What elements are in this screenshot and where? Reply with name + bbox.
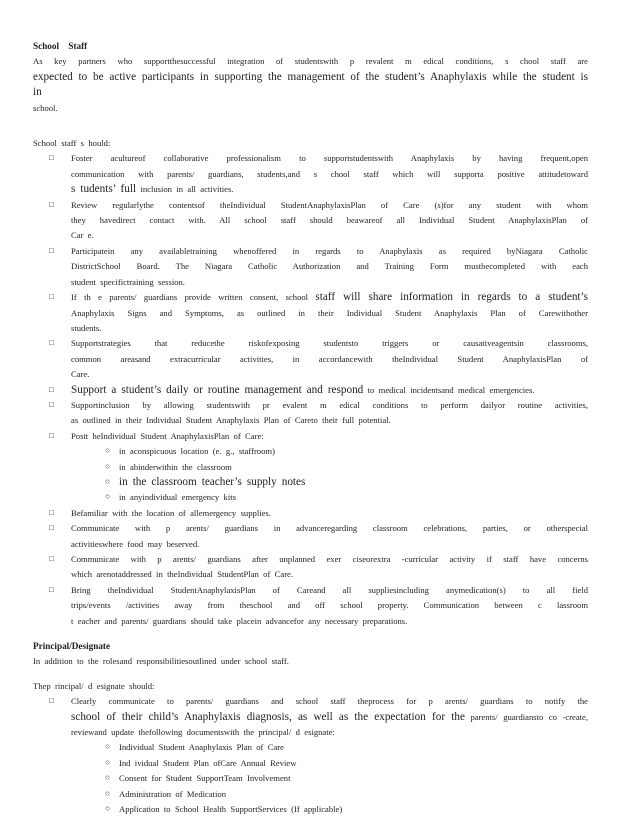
text-run-small: in aconspicuous location (e. g., staffroom): [119, 446, 275, 457]
text-run-small: In addition to the rolesand responsibilitiesoutlined under school staff.: [33, 656, 289, 667]
school-staff-bullet-list: [33, 150, 588, 628]
text-line: [71, 243, 588, 258]
circle-bullet-icon: ○: [105, 476, 111, 486]
text-run-small: Care.: [71, 369, 90, 380]
square-bullet-icon: □: [49, 554, 54, 563]
text-run-small: Review regularlythe contentsof theIndividual StudentAnaphylaxisPlan of Care (s)for any student with whom: [71, 199, 588, 210]
sub-bullet-item: [105, 770, 588, 785]
text-run-small: DistrictSchool Board. The Niagara Catholic Authorization and Training Form mustbecompleted with each: [71, 261, 588, 272]
text-line: [71, 597, 588, 612]
section-heading-school-staff: School Staff: [33, 41, 88, 51]
text-run-small: parents/ guardiansto co -create,: [464, 711, 588, 722]
square-bullet-icon: □: [49, 696, 54, 706]
sub-bullet-item: [105, 786, 588, 801]
text-run-small: Car e.: [71, 230, 94, 241]
text-run-small: If th e parents/ guardians provide written consent, school: [71, 292, 316, 303]
text-line: [119, 770, 588, 785]
text-run-small: to medical incidentsand medical emergencies.: [363, 384, 535, 395]
principal-bullet-list: [33, 693, 588, 816]
bullet-item: [33, 197, 588, 243]
square-bullet-icon: □: [49, 399, 54, 409]
text-run-large: staff will share information in regards to a student’s: [315, 291, 588, 304]
text-line: [71, 551, 588, 566]
text-line: [71, 320, 588, 335]
sub-bullet-item: [105, 739, 588, 754]
text-line: [119, 459, 588, 474]
text-line: [119, 443, 588, 458]
text-run-large: in the classroom teacher’s supply notes: [119, 475, 306, 488]
text-line: [33, 53, 588, 68]
section-heading-principal-designate: Principal/Designate: [33, 641, 111, 652]
circle-bullet-icon: ○: [105, 773, 111, 783]
text-run-small: reviewand update thefollowing documentswith the principal/ d esignate:: [71, 727, 335, 738]
text-line: [33, 69, 588, 100]
lead-line-school-staff: [33, 135, 588, 150]
text-run-small: which arenotaddressed in theIndividual StudentPlan of Care.: [71, 569, 294, 580]
bullet-item: [33, 150, 588, 196]
text-run-large: Support a student’s daily or routine management and respond: [71, 383, 364, 396]
circle-bullet-icon: ○: [105, 446, 111, 456]
text-line: [71, 181, 588, 196]
sub-bullet-item: [105, 443, 588, 458]
text-run-small: Communicate with p arents/ guardians after unplanned exer ciseorextra -curricular activity if staff have concerns: [71, 554, 588, 564]
text-line: [71, 693, 588, 708]
text-run-small: Foster acultureof collaborative professionalism to supportstudentswith Anaphylaxis by having frequent,open: [71, 153, 588, 164]
text-run-small: Bring theIndividual StudentAnaphylaxisPlan of Careand all suppliesincluding anymedication(s) to all field: [71, 584, 588, 595]
text-run-large: school of their child’s Anaphylaxis diagnosis, as well as the expectation for the: [71, 710, 465, 723]
text-run-small: Supportinclusion by allowing studentswith pr evalent m edical conditions to perform dailyor routine activities,: [71, 399, 588, 410]
text-line: [71, 289, 588, 304]
text-run-large: s tudents’ full: [71, 183, 137, 196]
text-line: [71, 724, 588, 739]
text-run-small: as outlined in their Individual Student Anaphylaxis Plan of Careto their full potential.: [71, 415, 391, 426]
circle-bullet-icon: ○: [105, 788, 111, 798]
text-run-small: activitieswhere food may beserved.: [71, 538, 200, 549]
text-line: [71, 166, 588, 181]
bullet-item: [33, 243, 588, 289]
plan-posting-sublist: [71, 443, 588, 505]
text-line: [71, 274, 588, 289]
bullet-item: [33, 505, 588, 520]
text-run-small: Individual Student Anaphylaxis Plan of Care: [119, 742, 284, 753]
text-run-small: Administration of Medication: [119, 788, 227, 799]
text-line: [71, 397, 588, 412]
bullet-item: [33, 397, 588, 428]
text-line: [71, 351, 588, 366]
square-bullet-icon: □: [49, 430, 54, 440]
text-line: [119, 489, 588, 504]
text-line: [71, 582, 588, 597]
text-line: [71, 412, 588, 427]
text-run-small: Clearly communicate to parents/ guardians and school staff theprocess for p arents/ guardians to notify the: [71, 696, 588, 707]
sub-bullet-item: [105, 459, 588, 474]
text-run-small: School staff s hould:: [33, 138, 111, 149]
text-line: [119, 786, 588, 801]
sub-bullet-item: [105, 474, 588, 489]
square-bullet-icon: □: [49, 338, 54, 348]
text-run-small: Postt heIndividual Student AnaphylaxisPlan of Care:: [71, 430, 264, 441]
lead-line-principal: [33, 678, 588, 693]
sub-bullet-item: [105, 801, 588, 816]
circle-bullet-icon: ○: [105, 742, 111, 752]
bullet-item: [33, 520, 588, 551]
sub-bullet-item: [105, 755, 588, 770]
principal-documents-sublist: [71, 739, 588, 816]
circle-bullet-icon: ○: [105, 804, 111, 814]
text-line: [71, 566, 588, 581]
text-run-small: t eacher and parents/ guardians should take placein advancefor any necessary preparations.: [71, 615, 408, 626]
principal-intro-line: [33, 653, 588, 668]
square-bullet-icon: □: [49, 292, 54, 302]
text-run-small: Communicate with p arents/ guardians in advanceregarding classroom celebrations, parties, or otherspecial: [71, 523, 588, 534]
text-run-small: Supportstrategies that reducethe riskofexposing studentsto triggers or causativeagentsin classrooms,: [71, 338, 588, 349]
text-run-small: Anaphylaxis Signs and Symptoms, as outlined in their Individual Student Anaphylaxis Plan of Carewithother: [71, 307, 588, 318]
text-run-large: expected to be active participants in supporting the management of the student’s Anaphylaxis while the student is in: [33, 70, 588, 99]
text-line: [71, 305, 588, 320]
text-run-small: in anyindividual emergency kits: [119, 492, 236, 503]
text-run-small: student specifictraining session.: [71, 276, 185, 287]
circle-bullet-icon: ○: [105, 461, 111, 471]
text-line: [71, 613, 588, 628]
intro-paragraph: [33, 53, 588, 115]
text-line: [119, 755, 588, 770]
text-line: [71, 505, 588, 520]
text-run-small: students.: [71, 322, 102, 333]
text-line: [119, 739, 588, 754]
circle-bullet-icon: ○: [105, 492, 111, 502]
text-run-small: common areasand extracurricular activities, in accordancewith theIndividual Student AnaphylaxisPlan of: [71, 353, 588, 364]
text-line: [71, 258, 588, 273]
text-line: [71, 520, 588, 535]
text-run-small: they havedirect contact with. All school staff should beawareof all Individual Student AnaphylaxisPlan of: [71, 215, 588, 226]
text-line: [119, 801, 588, 816]
text-line: [71, 709, 588, 724]
square-bullet-icon: □: [49, 523, 54, 533]
square-bullet-icon: □: [49, 507, 54, 517]
text-run-small: Application to School Health SupportServices (If applicable): [119, 804, 343, 815]
text-line: [71, 536, 588, 551]
text-run-small: Ind ividual Student Plan ofCare Annual Review: [119, 757, 297, 768]
text-run-small: school.: [33, 102, 58, 113]
text-run-small: trips/events /activities away from theschool and off school property. Communication between c lassroom: [71, 600, 588, 611]
text-line: [119, 474, 588, 489]
bullet-item: [33, 382, 588, 397]
text-run-small: Consent for Student SupportTeam Involvement: [119, 773, 291, 784]
square-bullet-icon: □: [49, 199, 54, 209]
text-line: [71, 335, 588, 350]
bullet-item: [33, 551, 588, 582]
text-line: [71, 382, 588, 397]
text-run-small: in abinderwithin the classroom: [119, 461, 232, 472]
text-line: [33, 100, 588, 115]
bullet-item: [33, 582, 588, 628]
text-line: [71, 366, 588, 381]
text-line: [71, 212, 588, 227]
bullet-item: [33, 428, 588, 505]
text-line: [71, 150, 588, 165]
bullet-item: [33, 693, 588, 816]
square-bullet-icon: □: [49, 584, 54, 594]
square-bullet-icon: □: [49, 245, 54, 255]
text-run-small: Participatein any availabletraining whenoffered in regards to Anaphylaxis as required byNiagara Catholic: [71, 245, 588, 256]
square-bullet-icon: □: [49, 153, 54, 163]
text-line: [71, 227, 588, 242]
text-run-small: inclusion in all activities.: [136, 184, 234, 195]
text-line: [71, 197, 588, 212]
text-line: [71, 428, 588, 443]
text-run-small: Befamiliar with the location of allemergency supplies.: [71, 507, 271, 518]
bullet-item: [33, 289, 588, 335]
bullet-item: [33, 335, 588, 381]
text-run-small: As key partners who supportthesuccessful integration of studentswith p revalent m edical conditions, s chool staff are: [33, 56, 588, 67]
sub-bullet-item: [105, 489, 588, 504]
circle-bullet-icon: ○: [105, 757, 111, 767]
text-run-small: communication with parents/ guardians, students,and s chool staff which will supporta positive attitudetoward: [71, 168, 588, 179]
square-bullet-icon: □: [49, 384, 54, 394]
text-run-small: Thep rincipal/ d esignate should:: [33, 680, 155, 691]
